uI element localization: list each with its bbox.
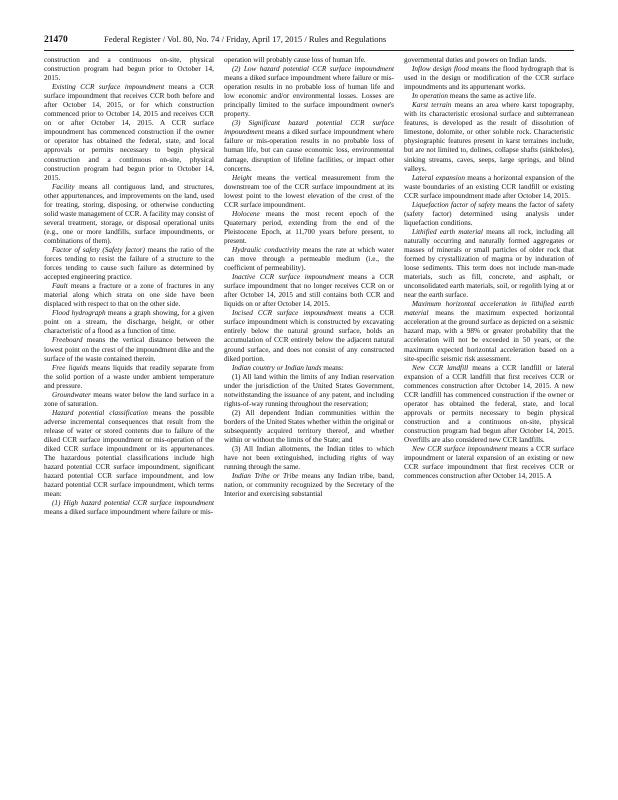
definition-text: means a CCR surface impoundment that receives CCR both before and after October 14, 2015, or for which construction commenced prior to October 14, 2015 and receives CCR on or after October 14, 2015. A CCR surface impoundment has commenced construction if the owner or operator has obtained the federal, state, and local approvals or permits necessary to begin physical construction and a continuous on-site, physical construction program had begun prior to October 14, 2015.: [44, 83, 214, 182]
defined-term: Inflow design flood: [412, 65, 469, 74]
column-left: [44, 56, 214, 796]
definition-paragraph: [224, 119, 394, 173]
page-header: [44, 34, 574, 48]
header-rule: [44, 50, 574, 51]
defined-term: Lithified earth material: [412, 227, 483, 236]
defined-term: Freeboard: [52, 336, 83, 345]
definition-paragraph: [404, 300, 574, 363]
defined-term: Indian Tribe or Tribe: [232, 472, 299, 481]
definition-text: means a graph showing, for a given point on a stream, the discharge, height, or other characteristic of a flood as a function of time.: [44, 309, 214, 336]
defined-term: Groundwater: [52, 390, 91, 399]
definition-paragraph: [404, 445, 574, 481]
definition-paragraph: [224, 210, 394, 246]
definition-text: means water below the land surface in a zone of saturation.: [44, 390, 214, 408]
definition-text: means a diked surface impoundment where failure or mis-operation results in no probable loss of human life and low economic and/or environmental losses. Losses are principally limited to the surface impoundment owner's property.: [224, 74, 394, 119]
definition-paragraph: [224, 409, 394, 445]
definition-paragraph: [224, 273, 394, 309]
definition-text: governmental duties and powers on Indian lands.: [404, 56, 547, 64]
definition-paragraph: [44, 499, 214, 517]
definition-paragraph: [44, 183, 214, 246]
definition-paragraph: [224, 373, 394, 409]
defined-term: Lateral expansion: [412, 173, 466, 182]
text-columns: [44, 56, 574, 796]
defined-term: Facility: [52, 182, 75, 191]
definition-paragraph: [404, 56, 574, 65]
definition-text: means the maximum expected horizontal acceleration at the ground surface as depicted on a seismic hazard map, with a 98% or greater probability that the acceleration will not be exceeded in 50 years, or the maximum expected horizontal acceleration based on a site-specific seismic risk assessment.: [404, 309, 574, 363]
definition-text: (3) All Indian allotments, the Indian titles to which have not been extinguished, including rights of way running through the same.: [224, 445, 394, 472]
definition-paragraph: [44, 83, 214, 183]
definition-paragraph: [404, 101, 574, 173]
definition-text: operation will probably cause loss of human life.: [224, 56, 366, 64]
definition-text: means a CCR surface impoundment that no longer receives CCR on or after October 14, 2015 and still contains both CCR and liquids on or after October 14, 2015.: [224, 273, 394, 309]
definition-text: (1) All land within the limits of any Indian reservation under the jurisdiction of the United States Government, notwithstanding the issuance of any patent, and including rights-of-way running throughout the reservation;: [224, 372, 394, 408]
definition-text: means the rate at which water can move through a permeable medium (i.e., the coefficient of permeability).: [224, 245, 394, 273]
defined-term: (3) Significant hazard potential CCR surface impoundment: [224, 119, 394, 137]
definition-paragraph: [224, 56, 394, 65]
definition-paragraph: [44, 246, 214, 282]
definition-text: means a CCR landfill or lateral expansion of a CCR landfill that first receives CCR or commences construction after October 14, 2015. A new CCR landfill has commenced construction if the owner or operator has obtained the federal, state, and local approvals or permits necessary to begin physical construction and a continuous on-site, physical construction program had begun after October 14, 2015. Overfills are also considered new CCR landfills.: [404, 363, 574, 444]
defined-term: Maximum horizontal acceleration in lithified earth material: [404, 300, 574, 318]
defined-term: (1) High hazard potential CCR surface impoundment: [52, 499, 214, 508]
definition-text: construction and a continuous on-site, physical construction program had begun prior to October 14, 2015.: [44, 56, 214, 83]
defined-term: New CCR surface impoundment: [412, 445, 508, 454]
definition-text: means the ratio of the forces tending to resist the failure of a structure to the forces tending to cause such failure as determined by accepted engineering practice.: [44, 245, 214, 282]
definition-paragraph: [404, 65, 574, 92]
definition-text: means the same as active life.: [448, 92, 537, 101]
definition-paragraph: [44, 56, 214, 83]
definition-paragraph: [44, 282, 214, 309]
defined-term: Fault: [52, 282, 68, 291]
definition-text: means any Indian tribe, band, nation, or community recognized by the Secretary of the Interior and exercising substantial: [224, 472, 394, 499]
defined-term: Incised CCR surface impoundment: [232, 309, 343, 318]
defined-term: Karst terrain: [412, 101, 452, 110]
defined-term: Hydraulic conductivity: [232, 245, 300, 254]
definition-paragraph: [404, 228, 574, 300]
definition-text: means a diked surface impoundment where failure or mis-operation results in no probable loss of human life, but can cause economic loss, environmental damage, disruption of lifeline facilities, or impact other concerns.: [224, 128, 394, 173]
definition-paragraph: [224, 364, 394, 373]
page-number: 21470: [44, 35, 68, 45]
defined-term: Free liquids: [52, 363, 89, 372]
definition-text: means the vertical measurement from the downstream toe of the CCR surface impoundment at its lowest point to the lowest elevation of the crest of the CCR surface impoundment.: [224, 173, 394, 209]
definition-paragraph: [44, 391, 214, 409]
defined-term: Height: [232, 173, 252, 182]
definition-text: means the most recent epoch of the Quaternary period, extending from the end of the Pleistocene Epoch, at 11,700 years before present, to present.: [224, 209, 394, 245]
definition-text: means liquids that readily separate from the solid portion of a waste under ambient temperature and pressure.: [44, 363, 214, 390]
definition-text: means a CCR surface impoundment which is constructed by excavating entirely below the natural ground surface, holds an accumulation of CCR entirely below the adjacent natural ground surface, and does not consist of any constructed diked portion.: [224, 309, 394, 363]
defined-term: In operation: [412, 92, 449, 101]
definition-text: means the factor of safety (safety factor) determined using analysis under liquefaction conditions.: [404, 200, 574, 227]
definition-text: means the flood hydrograph that is used in the design or modification of the CCR surface impoundments and its appurtenant works.: [404, 65, 574, 92]
definition-text: means a fracture or a zone of fractures in any material along which strata on one side have been displaced with respect to that on the other side.: [44, 282, 214, 309]
definition-text: (2) All dependent Indian communities within the borders of the United States whether within the original or subsequently acquired territory thereof, and whether within or without the limits of the State; and: [224, 408, 394, 444]
definition-text: means:: [321, 363, 344, 372]
defined-term: Flood hydrograph: [52, 309, 106, 318]
definition-text: means all contiguous land, and structures, other appurtenances, and improvements on the land, used for treating, storing, disposing, or otherwise conducting solid waste management of CCR. A facility may consist of several treatment, storage, or disposal operational units (e.g., one or more landfills, surface impoundments, or combinations of them).: [44, 182, 214, 245]
definition-paragraph: [44, 364, 214, 391]
defined-term: Holocene: [232, 209, 260, 218]
defined-term: Inactive CCR surface impoundment: [232, 273, 344, 282]
definition-paragraph: [224, 246, 394, 273]
definition-paragraph: [404, 364, 574, 445]
definition-paragraph: [44, 309, 214, 336]
definition-text: means a CCR surface impoundment or lateral expansion of an existing or new CCR surface impoundment that first receives CCR or commences construction after October 14, 2015. A: [404, 445, 574, 481]
defined-term: Indian country or Indian lands: [232, 363, 322, 372]
definition-paragraph: [224, 472, 394, 499]
definition-text: means the possible adverse incremental consequences that result from the release of water or stored contents due to failure of the diked CCR surface impoundment or mis-operation of the diked CCR surface impoundment or its appurtenances. The hazardous potential classifications include high hazard potential CCR surface impoundment, significant hazard potential CCR surface impoundment, and low hazard potential CCR surface impoundment, which terms mean:: [44, 408, 214, 499]
definition-paragraph: [404, 201, 574, 228]
definition-paragraph: [224, 65, 394, 119]
definition-text: means a diked surface impoundment where failure or mis-: [44, 508, 214, 517]
defined-term: Existing CCR surface impoundment: [52, 83, 165, 92]
definition-paragraph: [404, 92, 574, 101]
definition-text: means all rock, including all naturally occurring and naturally formed aggregates or masses of minerals or small particles of older rock that formed by crystallization of magma or by induration of loose sediments. This term does not include man-made materials, such as fill, concrete, and asphalt, or unconsolidated earth materials, soil, or regolith lying at or near the earth surface.: [404, 227, 574, 300]
definition-text: means an area where karst topography, with its characteristic erosional surface and subterranean features, is developed as the result of dissolution of limestone, dolomite, or other soluble rock. Characteristic physiographic features present in karst terraines include, but are not limited to, dolines, collapse shafts (sinkholes), sinking streams, caves, seeps, large springs, and blind valleys.: [404, 101, 574, 173]
definition-text: means a horizontal expansion of the waste boundaries of an existing CCR landfill or existing CCR surface impoundment made after October 14, 2015.: [404, 173, 574, 200]
definition-paragraph: [44, 409, 214, 499]
column-middle: [224, 56, 394, 796]
defined-term: Liquefaction factor of safety: [412, 200, 496, 209]
defined-term: (2) Low hazard potential CCR surface impoundment: [232, 65, 394, 74]
definition-paragraph: [224, 174, 394, 210]
defined-term: Hazard potential classification: [52, 408, 148, 417]
definition-paragraph: [404, 174, 574, 201]
defined-term: New CCR landfill: [412, 363, 469, 372]
definition-paragraph: [224, 445, 394, 472]
definition-text: means the vertical distance between the lowest point on the crest of the impoundment dike and the surface of the waste contained therein.: [44, 336, 214, 363]
column-right: [404, 56, 574, 796]
running-head: Federal Register / Vol. 80, No. 74 / Friday, April 17, 2015 / Rules and Regulations: [104, 34, 387, 44]
definition-paragraph: [44, 336, 214, 363]
definition-paragraph: [224, 309, 394, 363]
defined-term: Factor of safety (Safety factor): [52, 245, 145, 254]
